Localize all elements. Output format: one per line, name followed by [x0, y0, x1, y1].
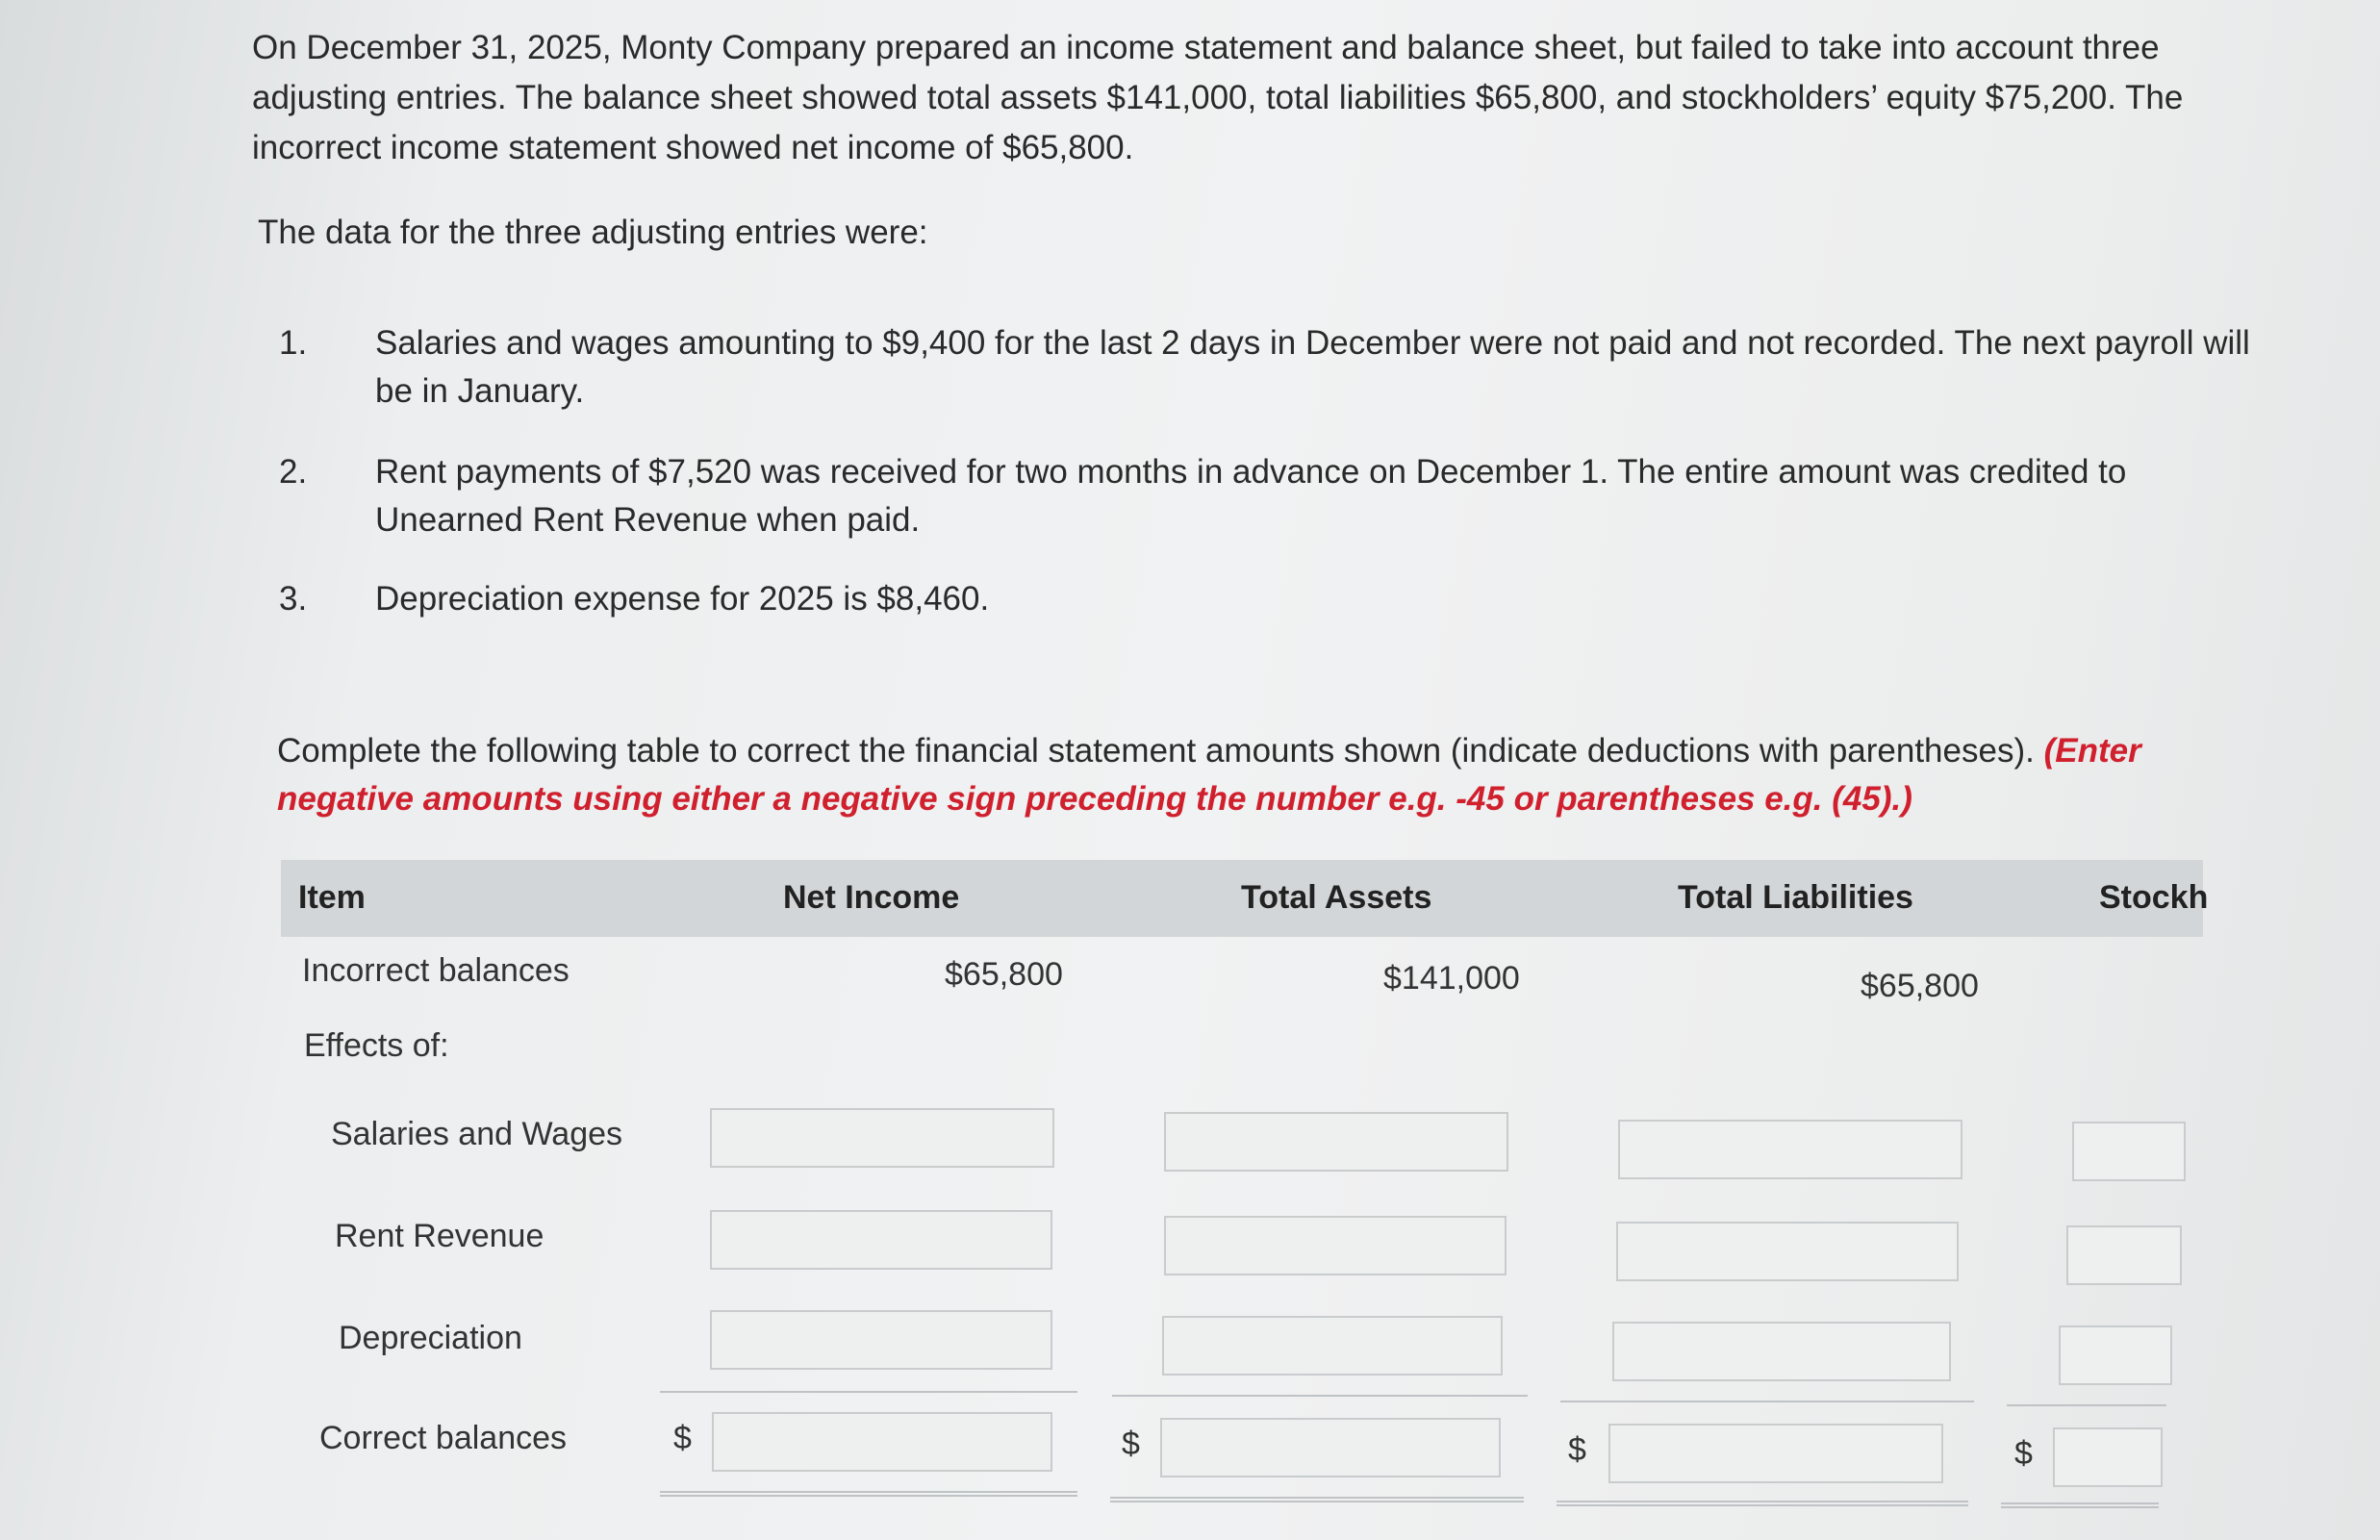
- depreciation-stockholders-equity-input[interactable]: [2059, 1325, 2172, 1385]
- table-header: [281, 860, 2209, 937]
- entry-text: Salaries and wages amounting to $9,400 for the last 2 days in December were not paid and not recorded. The next payroll will be in January.: [375, 324, 2250, 410]
- currency-symbol: $: [673, 1420, 692, 1456]
- subtotal-rule-net-income: [660, 1391, 1077, 1393]
- header-net-income: Net Income: [783, 879, 960, 916]
- adjusting-entries-lead: The data for the three adjusting entries were:: [258, 214, 928, 251]
- instructions-note: (Enter negative amounts using either a negative sign preceding the number e.g. -45 or parentheses e.g. (45).): [277, 732, 2141, 818]
- subtotal-rule-total-assets: [1112, 1395, 1528, 1397]
- header-stockholders-equity: Stockh: [2099, 879, 2209, 916]
- header-total-assets: Total Assets: [1241, 879, 1432, 916]
- salaries-total-assets-input[interactable]: [1164, 1112, 1508, 1172]
- rent-net-income-input[interactable]: [710, 1210, 1052, 1270]
- currency-symbol: $: [1568, 1431, 1586, 1468]
- correct-total-assets-input[interactable]: [1160, 1418, 1501, 1477]
- total-rule-total-liabilities: [1557, 1501, 1968, 1506]
- depreciation-net-income-input[interactable]: [710, 1310, 1052, 1370]
- currency-symbol: $: [1122, 1426, 1140, 1462]
- incorrect-total-liabilities: $65,800: [1861, 968, 1979, 1004]
- total-rule-total-assets: [1110, 1497, 1524, 1502]
- correct-total-liabilities-input[interactable]: [1608, 1424, 1943, 1483]
- salaries-total-liabilities-input[interactable]: [1618, 1120, 1962, 1179]
- entry-number: 3.: [279, 580, 308, 618]
- subtotal-rule-total-liabilities: [1560, 1401, 1974, 1402]
- depreciation-total-liabilities-input[interactable]: [1612, 1322, 1951, 1381]
- salaries-net-income-input[interactable]: [710, 1108, 1054, 1168]
- correct-stockholders-equity-input[interactable]: [2053, 1427, 2163, 1487]
- rent-stockholders-equity-input[interactable]: [2066, 1225, 2182, 1285]
- total-rule-net-income: [660, 1491, 1077, 1497]
- entry-number: 2.: [279, 453, 308, 491]
- row-label-rent-revenue: Rent Revenue: [335, 1218, 544, 1254]
- correct-balances-label: Correct balances: [319, 1420, 568, 1456]
- rent-total-liabilities-input[interactable]: [1616, 1222, 1959, 1281]
- header-total-liabilities: Total Liabilities: [1678, 879, 1913, 916]
- instructions-main: Complete the following table to correct the financial statement amounts shown (indicate deductions with parentheses).: [277, 732, 2044, 770]
- row-label-depreciation: Depreciation: [339, 1320, 522, 1356]
- incorrect-balances-label: Incorrect balances: [302, 952, 570, 989]
- entry-text: Depreciation expense for 2025 is $8,460.: [375, 580, 990, 618]
- salaries-stockholders-equity-input[interactable]: [2072, 1122, 2186, 1181]
- subtotal-rule-stockholders-equity: [2007, 1404, 2166, 1406]
- entry-number: 1.: [279, 324, 308, 362]
- incorrect-net-income: $65,800: [945, 956, 1063, 993]
- problem-intro: On December 31, 2025, Monty Company prepared an income statement and balance sheet, but failed to take into account three adjusting entries. The balance sheet showed total assets $141,000, total liabilities $65,800, and stockholders’ equity $75,200. The incorrect income statement showed net income of $65,800.: [252, 29, 2184, 166]
- header-item: Item: [298, 879, 366, 916]
- total-rule-stockholders-equity: [2001, 1502, 2159, 1508]
- instructions: [277, 727, 2249, 823]
- rent-total-assets-input[interactable]: [1164, 1216, 1506, 1275]
- incorrect-total-assets: $141,000: [1383, 960, 1520, 997]
- entry-text: Rent payments of $7,520 was received for two months in advance on December 1. The entire amount was credited to Unearned Rent Revenue when paid.: [375, 453, 2127, 539]
- row-label-salaries-wages: Salaries and Wages: [331, 1116, 623, 1152]
- effects-of-label: Effects of:: [304, 1027, 449, 1064]
- currency-symbol: $: [2014, 1435, 2033, 1472]
- correct-net-income-input[interactable]: [712, 1412, 1052, 1472]
- depreciation-total-assets-input[interactable]: [1162, 1316, 1503, 1376]
